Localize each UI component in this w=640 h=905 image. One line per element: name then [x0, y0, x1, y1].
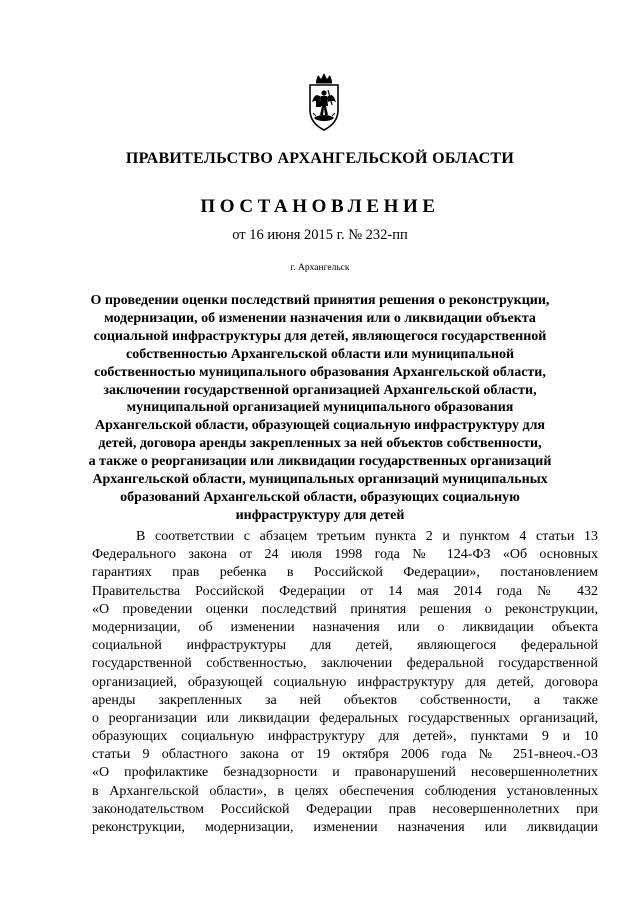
body-line: Правительства Российской Федерации от 14 мая 2014 года № 432 — [92, 583, 598, 599]
title-line: собственностью муниципального образования Архангельской области, — [94, 364, 546, 380]
body-line: Федерального закона от 24 июля 1998 года № 124-ФЗ «Об основных — [92, 547, 598, 563]
body-line: «О профилактике безнадзорности и правонарушений несовершеннолетних — [92, 765, 598, 781]
body-line: модернизации, об изменении назначения или о ликвидации объекта — [92, 619, 598, 635]
title-line: Архангельской области, муниципальных организаций муниципальных — [92, 472, 548, 488]
body-line: «О проведении оценки последствий принятия решения о реконструкции, — [92, 601, 598, 617]
resolution-title — [60, 292, 580, 525]
body-line: законодательством Российской Федерации прав несовершеннолетних при — [92, 801, 598, 817]
body-line: В соответствии с абзацем третьим пункта 2 и пунктом 4 статьи 13 — [136, 529, 598, 544]
body-line: государственной собственностью, заключении федеральной государственной — [92, 656, 598, 672]
body-line: статьи 9 областного закона от 19 октября 2006 года № 251-внеоч.-ОЗ — [92, 747, 598, 763]
document-place: г. Архангельск — [290, 263, 350, 273]
body-line: в Архангельской области», в целях обеспечения соблюдения установленных — [92, 783, 598, 799]
title-line: образований Архангельской области, образующих социальную — [120, 489, 520, 505]
government-name: ПРАВИТЕЛЬСТВО АРХАНГЕЛЬСКОЙ ОБЛАСТИ — [125, 150, 515, 167]
document-type: ПОСТАНОВЛЕНИЕ — [200, 196, 440, 217]
body-line: о реорганизации или ликвидации федеральных государственных организаций, — [92, 710, 598, 726]
body-line: аренды закрепленных за ней объектов собственности, а также — [92, 692, 598, 708]
document-date-number: от 16 июня 2015 г. № 232-пп — [232, 227, 408, 243]
title-line: инфраструктуру для детей — [235, 507, 405, 523]
title-line: О проведении оценки последствий принятия решения о реконструкции, — [90, 293, 550, 308]
title-line: а также о реорганизации или ликвидации государственных организаций — [88, 454, 552, 470]
body-line: реконструкции, модернизации, изменении назначения или ликвидации — [92, 820, 598, 835]
body-line: социальной инфраструктуры для детей, являющегося федеральной — [92, 638, 598, 654]
body-line: образующих социальную инфраструктуру для детей», пунктами 9 и 10 — [92, 729, 598, 745]
body-line: гарантиях прав ребенка в Российской Федерации», постановлением — [92, 565, 598, 581]
body-paragraph — [92, 528, 598, 837]
title-line: собственностью Архангельской области или муниципальной — [125, 346, 515, 362]
title-line: муниципальной организацией муниципального образования — [126, 400, 514, 416]
title-line: детей, договора аренды закрепленных за ней объектов собственности, — [98, 436, 542, 452]
title-line: заключении государственной организацией Архангельской области, — [103, 382, 537, 398]
coat-of-arms-emblem — [306, 72, 342, 134]
title-line: социальной инфраструктуры для детей, являющегося государственной — [93, 328, 547, 344]
title-line: модернизации, об изменении назначения или о ликвидации объекта — [104, 310, 536, 326]
body-line: организацией, образующей социальную инфраструктуру для детей, договора — [92, 674, 598, 690]
title-line: Архангельской области, образующей социальную инфраструктуру для — [95, 418, 545, 434]
